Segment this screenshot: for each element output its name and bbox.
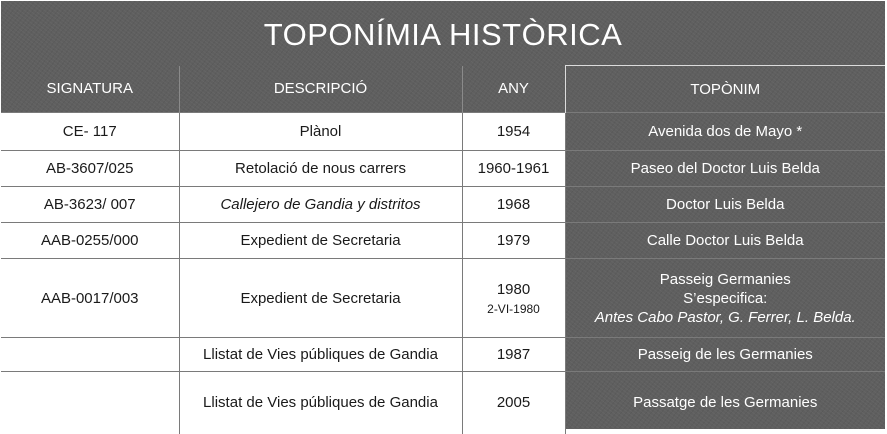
cell-signatura: AB-3607/025 bbox=[1, 151, 179, 187]
header-any: ANY bbox=[462, 66, 565, 113]
table-row bbox=[1, 223, 885, 259]
toponymy-table-panel bbox=[1, 1, 885, 429]
cell-any: 1954 bbox=[462, 113, 565, 151]
toponim-line: S’especifica: bbox=[683, 289, 768, 307]
cell-any: 1979 bbox=[462, 223, 565, 259]
cell-descripcio: Llistat de Vies públiques de Gandia bbox=[179, 372, 462, 434]
cell-any: 1968 bbox=[462, 187, 565, 223]
cell-signatura: AAB-0255/000 bbox=[1, 223, 179, 259]
toponymy-table bbox=[1, 65, 885, 434]
year-detail: 2-VI-1980 bbox=[487, 301, 540, 316]
table-row bbox=[1, 187, 885, 223]
cell-descripcio: Llistat de Vies públiques de Gandia bbox=[179, 338, 462, 372]
cell-descripcio: Callejero de Gandia y distritos bbox=[179, 187, 462, 223]
cell-toponim: Avenida dos de Mayo * bbox=[565, 113, 885, 151]
cell-any: 2005 bbox=[462, 372, 565, 434]
cell-toponim: Calle Doctor Luis Belda bbox=[565, 223, 885, 259]
table-row bbox=[1, 338, 885, 372]
cell-signatura: AB-3623/ 007 bbox=[1, 187, 179, 223]
cell-signatura: CE- 117 bbox=[1, 113, 179, 151]
cell-toponim: Passeig de les Germanies bbox=[565, 338, 885, 372]
cell-any bbox=[462, 259, 565, 338]
cell-toponim: Doctor Luis Belda bbox=[565, 187, 885, 223]
cell-any: 1960-1961 bbox=[462, 151, 565, 187]
table-title: TOPONÍMIA HISTÒRICA bbox=[263, 17, 623, 52]
cell-signatura bbox=[1, 338, 179, 372]
header-row bbox=[1, 66, 885, 113]
toponim-line: Antes Cabo Pastor, G. Ferrer, L. Belda. bbox=[594, 308, 856, 326]
header-toponim: TOPÒNIM bbox=[565, 66, 885, 113]
cell-descripcio: Retolació de nous carrers bbox=[179, 151, 462, 187]
header-descripcio: DESCRIPCIÓ bbox=[179, 66, 462, 113]
cell-any: 1987 bbox=[462, 338, 565, 372]
cell-toponim bbox=[565, 259, 885, 338]
cell-signatura: AAB-0017/003 bbox=[1, 259, 179, 338]
cell-descripcio: Plànol bbox=[179, 113, 462, 151]
cell-signatura bbox=[1, 372, 179, 434]
table-row bbox=[1, 259, 885, 338]
year-value: 1980 bbox=[496, 280, 531, 298]
table-row bbox=[1, 151, 885, 187]
toponim-line: Passeig Germanies bbox=[659, 270, 791, 288]
cell-toponim: Paseo del Doctor Luis Belda bbox=[565, 151, 885, 187]
cell-toponim: Passatge de les Germanies bbox=[565, 372, 885, 434]
header-signatura: SIGNATURA bbox=[46, 80, 133, 98]
cell-descripcio: Expedient de Secretaria bbox=[179, 259, 462, 338]
table-row bbox=[1, 113, 885, 151]
table-row bbox=[1, 372, 885, 434]
cell-descripcio: Expedient de Secretaria bbox=[179, 223, 462, 259]
